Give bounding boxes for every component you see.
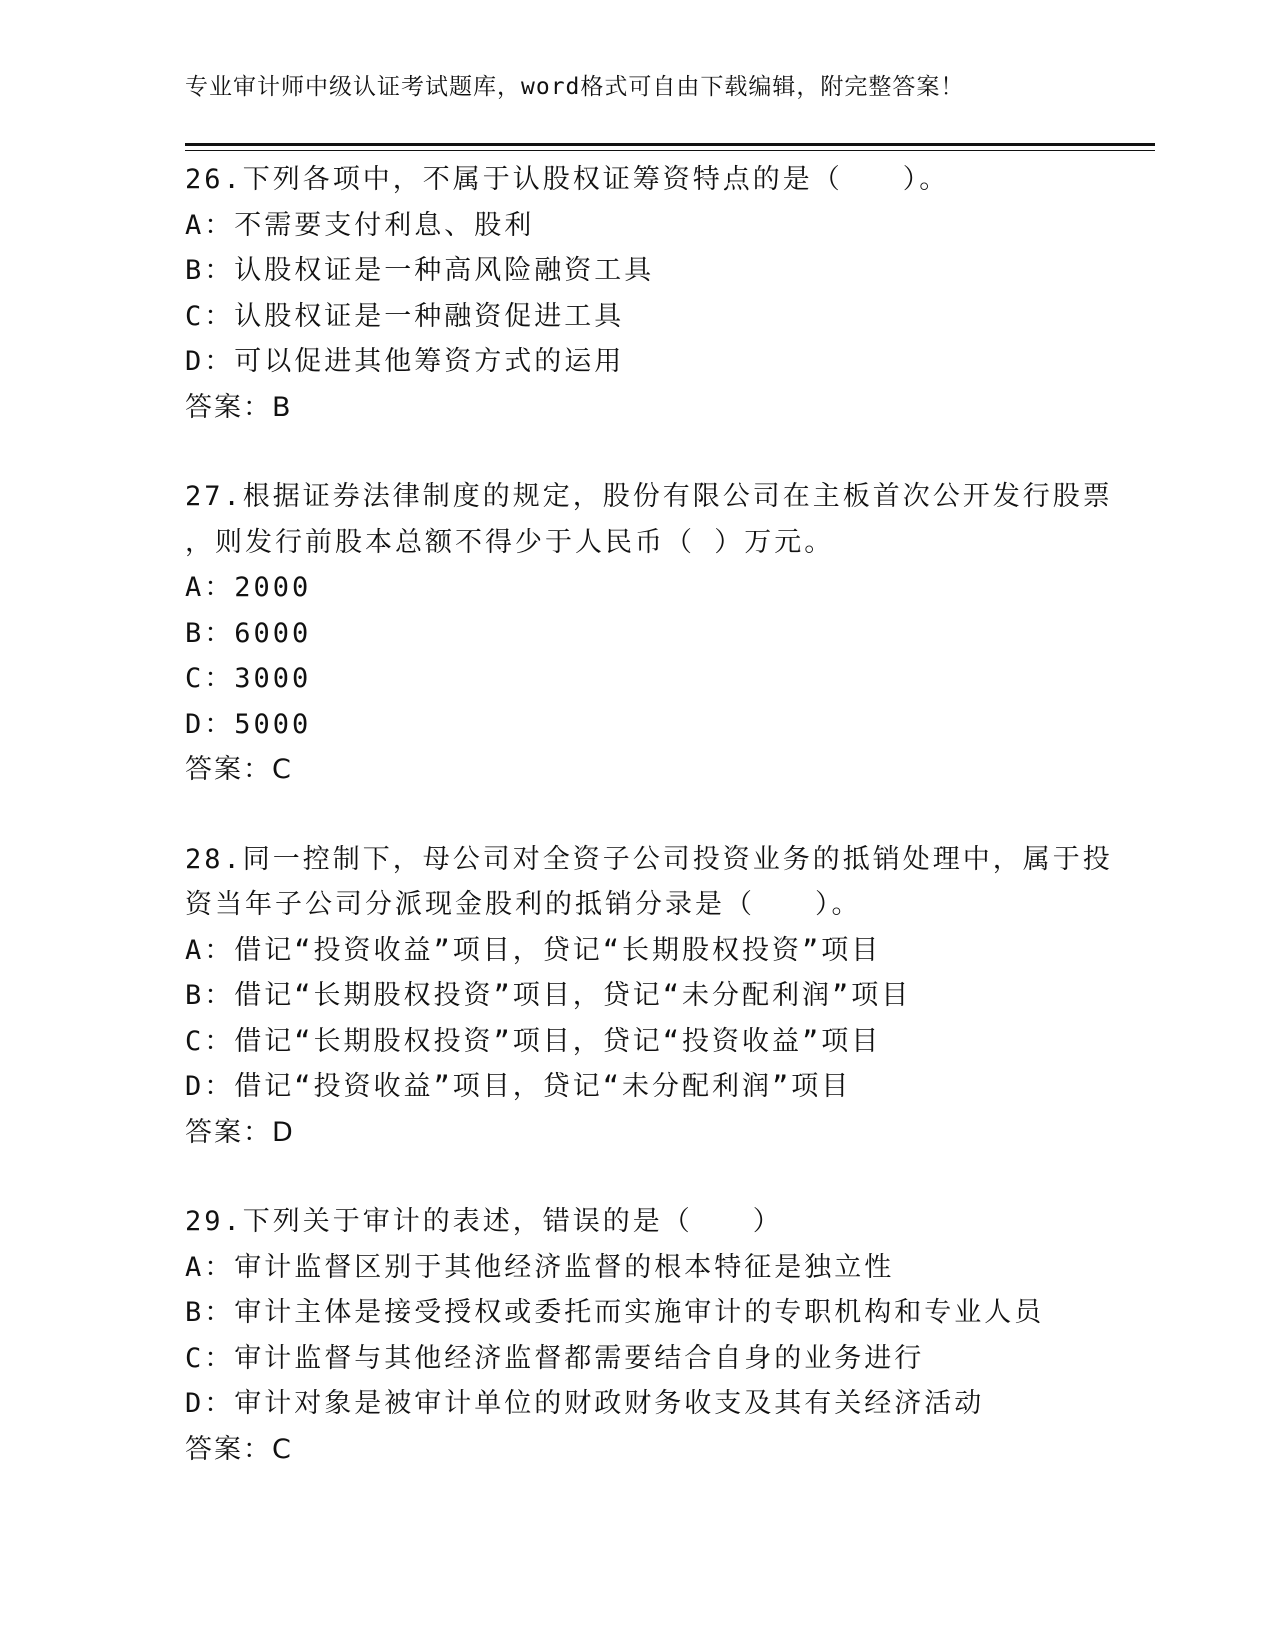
header-rule-thin	[185, 150, 1155, 151]
option-b: B：认股权证是一种高风险融资工具	[185, 255, 655, 286]
option-c: C：借记“长期股权投资”项目，贷记“投资收益”项目	[185, 1025, 882, 1057]
option-b: B：审计主体是接受授权或委托而实施审计的专职机构和专业人员	[185, 1297, 1045, 1328]
question-stem: 26.下列各项中，不属于认股权证筹资特点的是（ ）。	[185, 164, 950, 195]
question-list	[185, 157, 1113, 1516]
page-header: 专业审计师中级认证考试题库，word格式可自由下载编辑，附完整答案！	[185, 74, 965, 100]
question-26	[185, 157, 1085, 430]
option-a: A：2000	[185, 572, 312, 603]
question-stem-continued: ，则发行前股本总额不得少于人民币（ ）万元。	[185, 526, 835, 558]
question-stem: 28.同一控制下，母公司对全资子公司投资业务的抵销处理中，属于投	[185, 843, 1113, 875]
answer-line: 答案：C	[185, 1433, 293, 1465]
option-c: C：审计监督与其他经济监督都需要结合自身的业务进行	[185, 1342, 925, 1374]
question-stem-continued: 资当年子公司分派现金股利的抵销分录是（ ）。	[185, 889, 862, 920]
header-rule-thick	[185, 143, 1155, 146]
question-29	[185, 1199, 1085, 1472]
answer-line: 答案：C	[185, 754, 293, 785]
option-d: D：借记“投资收益”项目，贷记“未分配利润”项目	[185, 1071, 852, 1102]
question-27	[185, 474, 1113, 793]
option-a: A：不需要支付利息、股利	[185, 209, 535, 241]
question-28	[185, 837, 1113, 1156]
answer-line: 答案：B	[185, 391, 293, 423]
question-stem: 29.下列关于审计的表述，错误的是（ ）	[185, 1206, 783, 1237]
question-stem: 27.根据证券法律制度的规定，股份有限公司在主板首次公开发行股票	[185, 481, 1113, 512]
option-c: C：认股权证是一种融资促进工具	[185, 300, 625, 332]
option-b: B：6000	[185, 617, 312, 649]
option-c: C：3000	[185, 663, 312, 694]
option-a: A：借记“投资收益”项目，贷记“长期股权投资”项目	[185, 934, 882, 966]
option-d: D：审计对象是被审计单位的财政财务收支及其有关经济活动	[185, 1388, 985, 1419]
option-d: D：可以促进其他筹资方式的运用	[185, 346, 625, 377]
option-d: D：5000	[185, 708, 312, 740]
answer-line: 答案：D	[185, 1116, 295, 1148]
option-b: B：借记“长期股权投资”项目，贷记“未分配利润”项目	[185, 980, 912, 1011]
option-a: A：审计监督区别于其他经济监督的根本特征是独立性	[185, 1251, 895, 1283]
